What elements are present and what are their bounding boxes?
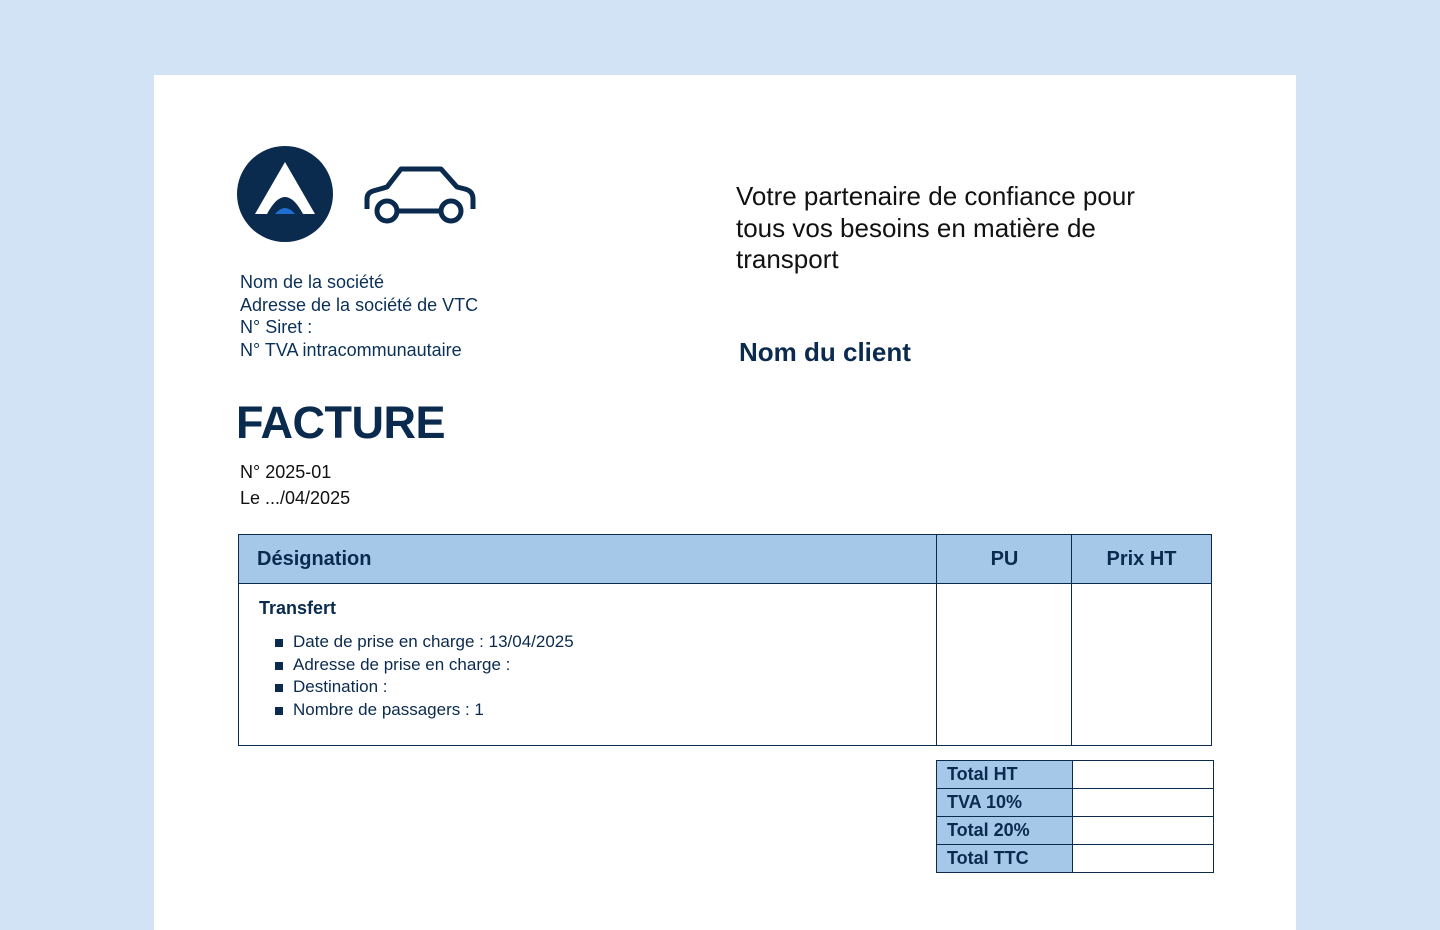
- invoice-sheet: [154, 75, 1296, 930]
- header-designation: Désignation: [257, 548, 372, 570]
- company-vat: N° TVA intracommunautaire: [240, 340, 462, 361]
- total-ht-label: Total HT: [937, 761, 1073, 789]
- items-table: [238, 534, 1212, 746]
- table-row: [937, 817, 1214, 845]
- company-logo-icon: [237, 146, 333, 242]
- list-item: Destination :: [275, 676, 574, 699]
- totals-table: [936, 760, 1214, 873]
- item-title: Transfert: [259, 598, 337, 618]
- list-item: Nombre de passagers : 1: [275, 699, 574, 722]
- invoice-number: N° 2025-01: [240, 462, 332, 482]
- client-name: Nom du client: [739, 337, 911, 367]
- total-20-value: [1073, 817, 1214, 845]
- total-20-label: Total 20%: [937, 817, 1073, 845]
- header-prix-ht: Prix HT: [1106, 548, 1177, 570]
- car-icon: [361, 163, 477, 229]
- total-ttc-value: [1073, 845, 1214, 873]
- company-info: [240, 271, 478, 362]
- invoice-meta: [240, 459, 350, 511]
- company-siret: N° Siret :: [240, 317, 313, 338]
- invoice-title: FACTURE: [236, 397, 445, 448]
- table-row: [937, 761, 1214, 789]
- table-row: [937, 789, 1214, 817]
- company-address: Adresse de la société de VTC: [240, 294, 479, 315]
- tva-label: TVA 10%: [937, 789, 1073, 817]
- list-item: Adresse de prise en charge :: [275, 654, 574, 677]
- table-row: [937, 845, 1214, 873]
- column-divider: [936, 535, 937, 745]
- header-pu: PU: [990, 548, 1019, 570]
- invoice-date: Le .../04/2025: [240, 488, 351, 508]
- items-table-header: [239, 535, 1211, 584]
- column-divider: [1071, 535, 1072, 745]
- total-ht-value: [1073, 761, 1214, 789]
- item-details-list: [275, 631, 574, 722]
- company-name: Nom de la société: [240, 272, 385, 292]
- tva-value: [1073, 789, 1214, 817]
- tagline: Votre partenaire de confiance pour tous vos besoins en matière de transport: [736, 181, 1135, 274]
- total-ttc-label: Total TTC: [937, 845, 1073, 873]
- list-item: Date de prise en charge : 13/04/2025: [275, 631, 574, 654]
